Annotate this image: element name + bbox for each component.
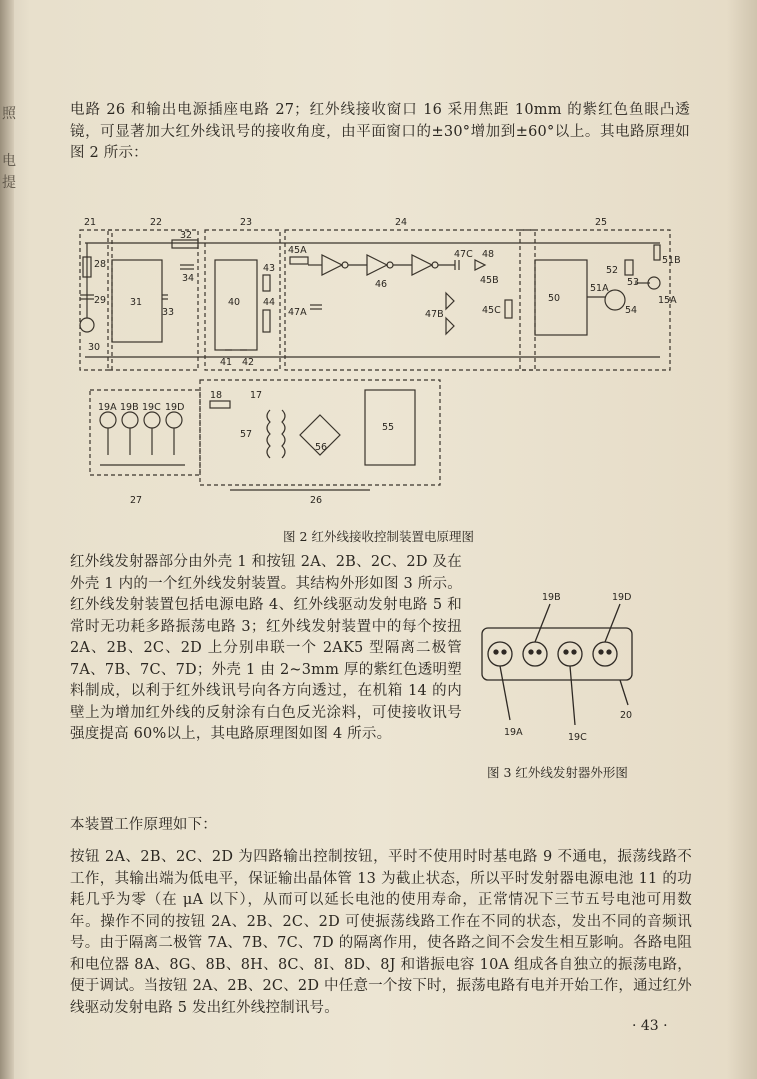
comp-17: 17 [250, 390, 263, 401]
socket-19A: 19A [98, 402, 117, 413]
comp-41: 41 [220, 357, 233, 368]
fig3-label-20: 20 [620, 710, 633, 721]
comp-52: 52 [606, 265, 619, 276]
paragraph-top: 电路 26 和输出电源插座电路 27；红外线接收窗口 16 采用焦距 10mm 的紫红色鱼眼凸透镜，可显著加大红外线讯号的接收角度，由平面窗口的±30°增加到±60°以上。其电路原理如图 2 所示： [70, 102, 690, 161]
comp-46: 46 [375, 279, 388, 290]
comp-47B: 47B [425, 309, 444, 320]
block-26 [200, 380, 440, 485]
comp-15A: 15A [658, 295, 677, 306]
figure-2-schematic [70, 205, 690, 525]
comp-50: 50 [548, 293, 561, 304]
fig3-label-19A: 19A [504, 727, 523, 738]
socket-19D: 19D [165, 402, 185, 413]
label-23: 23 [240, 217, 253, 228]
comp-45B: 45B [480, 275, 499, 286]
comp-45C: 45C [482, 305, 501, 316]
comp-28: 28 [94, 259, 107, 270]
label-24: 24 [395, 217, 408, 228]
button-19C [558, 642, 582, 666]
button-19B [523, 642, 547, 666]
comp-40: 40 [228, 297, 241, 308]
figure-3-drawing [470, 590, 650, 760]
comp-57: 57 [240, 429, 253, 440]
paragraph-left: 红外线发射器部分由外壳 1 和按钮 2A、2B、2C、2D 及在外壳 1 内的一个红外线发射装置。其结构外形如图 3 所示。红外线发射装置包括电源电路 4、红外线驱动发射电路 5 和常时无功耗多路振荡电路 3；红外线发射装置中的每个按扭 2A、2B、2C、2D 上分别串联一个 2AK5 型隔离二极管 7A、7B、7C、7D；外壳 1 由 2~3mm 厚的紫红色透明塑料制成，以利于红外线讯号向各方向透过，在机箱 14 的内壁上为增加红外线的反射涂有白色反光涂料，可使接收讯号强度提高 60%以上，其电路原理图如图 4 所示。 [70, 554, 462, 742]
block-25 [520, 230, 670, 370]
comp-29: 29 [94, 295, 107, 306]
label-25: 25 [595, 217, 608, 228]
button-19A [488, 642, 512, 666]
block-22 [108, 230, 198, 370]
comp-48: 48 [482, 249, 495, 260]
label-27: 27 [130, 495, 143, 506]
comp-42: 42 [242, 357, 255, 368]
socket-19B: 19B [120, 402, 139, 413]
comp-32: 32 [180, 230, 193, 241]
label-22: 22 [150, 217, 163, 228]
comp-53: 53 [627, 277, 640, 288]
comp-44: 44 [263, 297, 276, 308]
comp-47A: 47A [288, 307, 307, 318]
paragraph-bottom: 按钮 2A、2B、2C、2D 为四路输出控制按钮，平时不使用时时基电路 9 不通电，振荡线路不工作，其输出端为低电平，保证输出晶体管 13 为截止状态，所以平时发射器电源电池 11 的功耗几乎为零（在 μA 以下），从而可以延长电池的使用寿命，正常情况下三节五号电池可用数年。操作不同的按钮 2A、2B、2C、2D 可使振荡线路工作在不同的状态，发出不同的音频讯号。由于隔离二极管 7A、7B、7C、7D 的隔离作用，使各路之间不会发生相互影响。各路电阻和电位器 8A、8G、8B、8H、8C、8I、8D、8J 和谐振电容 10A 组成各自独立的振荡电路，便于调试。当按钮 2A、2B、2C、2D 中任意一个按下时，振荡电路有电并开始工作，通过红外线驱动发射电路 5 发出红外线控制讯号。 [70, 849, 692, 1016]
label-26: 26 [310, 495, 323, 506]
page-number: · 43 · [632, 1018, 668, 1034]
socket-19C: 19C [142, 402, 161, 413]
comp-30: 30 [88, 342, 101, 353]
margin-char: 电 [2, 153, 16, 169]
fig3-label-19C: 19C [568, 732, 587, 743]
fig3-label-19B: 19B [542, 592, 561, 603]
comp-56: 56 [315, 442, 328, 453]
comp-51B: 51B [662, 255, 681, 266]
comp-18: 18 [210, 390, 223, 401]
fig3-label-19D: 19D [612, 592, 632, 603]
label-21: 21 [84, 217, 97, 228]
comp-33: 33 [162, 307, 175, 318]
paragraph-intro: 本装置工作原理如下： [70, 817, 217, 833]
button-19D [593, 642, 617, 666]
figure-3-caption: 图 3 红外线发射器外形图 [487, 765, 628, 780]
comp-47C: 47C [454, 249, 473, 260]
block-24 [285, 230, 535, 370]
comp-55: 55 [382, 422, 395, 433]
comp-45A: 45A [288, 245, 307, 256]
comp-31: 31 [130, 297, 143, 308]
margin-char: 照 [2, 106, 16, 122]
margin-char: 提 [2, 175, 16, 191]
comp-34: 34 [182, 273, 195, 284]
comp-43: 43 [263, 263, 276, 274]
comp-51A: 51A [590, 283, 609, 294]
figure-2-caption: 图 2 红外线接收控制装置电原理图 [283, 529, 474, 544]
comp-54: 54 [625, 305, 638, 316]
